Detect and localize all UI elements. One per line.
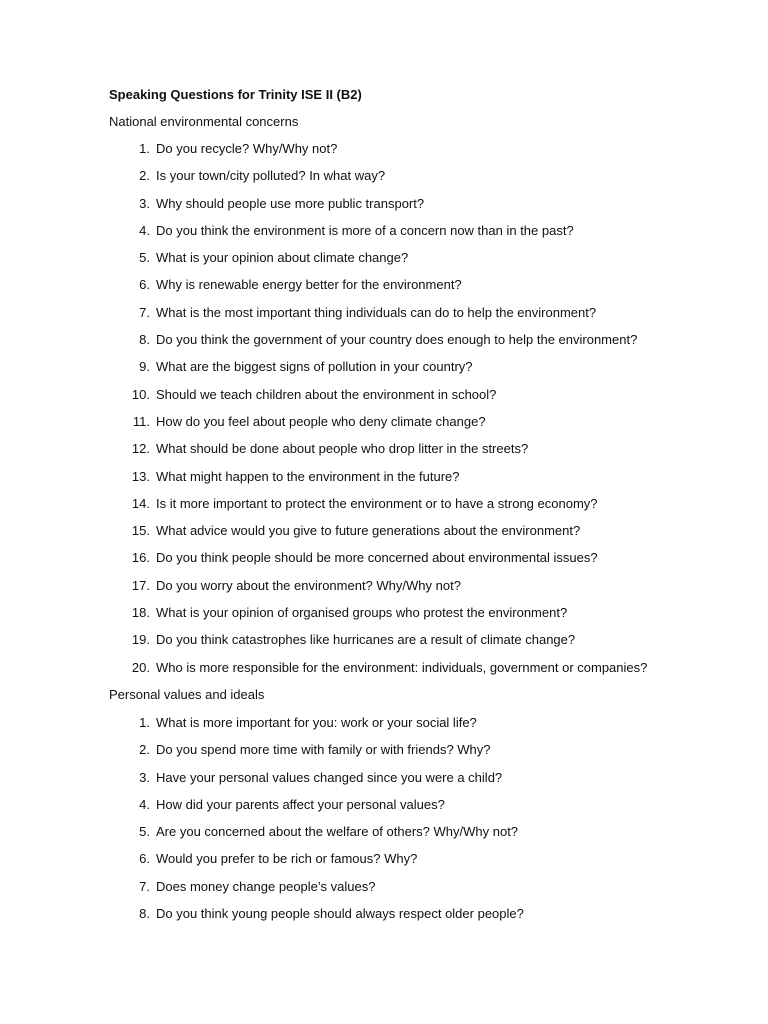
question-text: Have your personal values changed since you were a child? [156,769,503,785]
question-number: 8. [139,332,150,348]
question-number: 16. [131,550,150,566]
question-text: Who is more responsible for the environment: individuals, government or companies? [156,659,648,675]
question-number: 14. [131,495,150,511]
question-number: 1. [139,715,150,730]
question-number: 11. [132,413,150,429]
question-text: What is your opinion about climate change? [156,250,409,266]
question-number: 13. [131,468,150,484]
question-number: 20. [131,659,150,675]
question-number: 8. [139,906,150,922]
question-number: 4. [139,222,150,238]
question-text: Would you prefer to be rich or famous? Why? [156,851,418,867]
question-text: Are you concerned about the welfare of others? Why/Why not? [156,824,519,840]
question-text: Do you think the environment is more of a concern now than in the past? [156,222,574,238]
question-number: 5. [139,250,150,266]
question-text: Why is renewable energy better for the environment? [156,277,462,293]
question-text: What is more important for you: work or your social life? [156,715,477,730]
question-number: 7. [139,304,150,320]
question-number: 15. [131,523,150,539]
question-text: Is your town/city polluted? In what way? [156,168,386,184]
question-text: Do you think people should be more concerned about environmental issues? [156,550,598,566]
question-text: Do you think catastrophes like hurricanes are a result of climate change? [156,632,576,648]
question-number: 3. [139,195,150,211]
question-text: Is it more important to protect the environment or to have a strong economy? [156,495,598,511]
question-number: 9. [139,359,150,375]
question-text: Do you spend more time with family or with friends? Why? [156,742,491,758]
question-text: What might happen to the environment in the future? [156,468,460,484]
question-text: What advice would you give to future generations about the environment? [156,523,581,539]
question-number: 6. [139,277,150,293]
question-number: 3. [139,769,150,785]
question-number: 4. [139,796,150,812]
question-number: 12. [131,441,150,457]
question-text: Does money change people’s values? [156,878,376,894]
section-heading-environment: National environmental concerns [109,114,299,129]
page-title: Speaking Questions for Trinity ISE II (B2) [109,87,362,102]
question-text: What should be done about people who drop litter in the streets? [156,441,529,457]
question-text: Do you think young people should always respect older people? [156,906,524,922]
question-number: 6. [139,851,150,867]
question-number: 2. [139,168,150,184]
question-number: 18. [131,605,150,621]
question-text: What is the most important thing individuals can do to help the environment? [156,304,597,320]
question-text: How do you feel about people who deny climate change? [156,413,486,429]
question-number: 5. [139,824,150,840]
question-text: What are the biggest signs of pollution in your country? [156,359,473,375]
question-text: Why should people use more public transport? [156,195,425,211]
question-number: 7. [139,878,150,894]
question-number: 10. [131,386,150,402]
question-number: 19. [131,632,150,648]
section-heading-values: Personal values and ideals [109,687,265,702]
question-number: 2. [139,742,150,758]
question-text: Do you worry about the environment? Why/Why not? [156,577,461,593]
question-text: Do you recycle? Why/Why not? [156,141,338,156]
question-text: How did your parents affect your personal values? [156,796,445,812]
question-number: 1. [139,141,150,156]
question-text: Do you think the government of your country does enough to help the environment? [156,332,638,348]
question-number: 17. [131,577,150,593]
question-text: What is your opinion of organised groups who protest the environment? [156,605,568,621]
question-text: Should we teach children about the environment in school? [156,386,497,402]
